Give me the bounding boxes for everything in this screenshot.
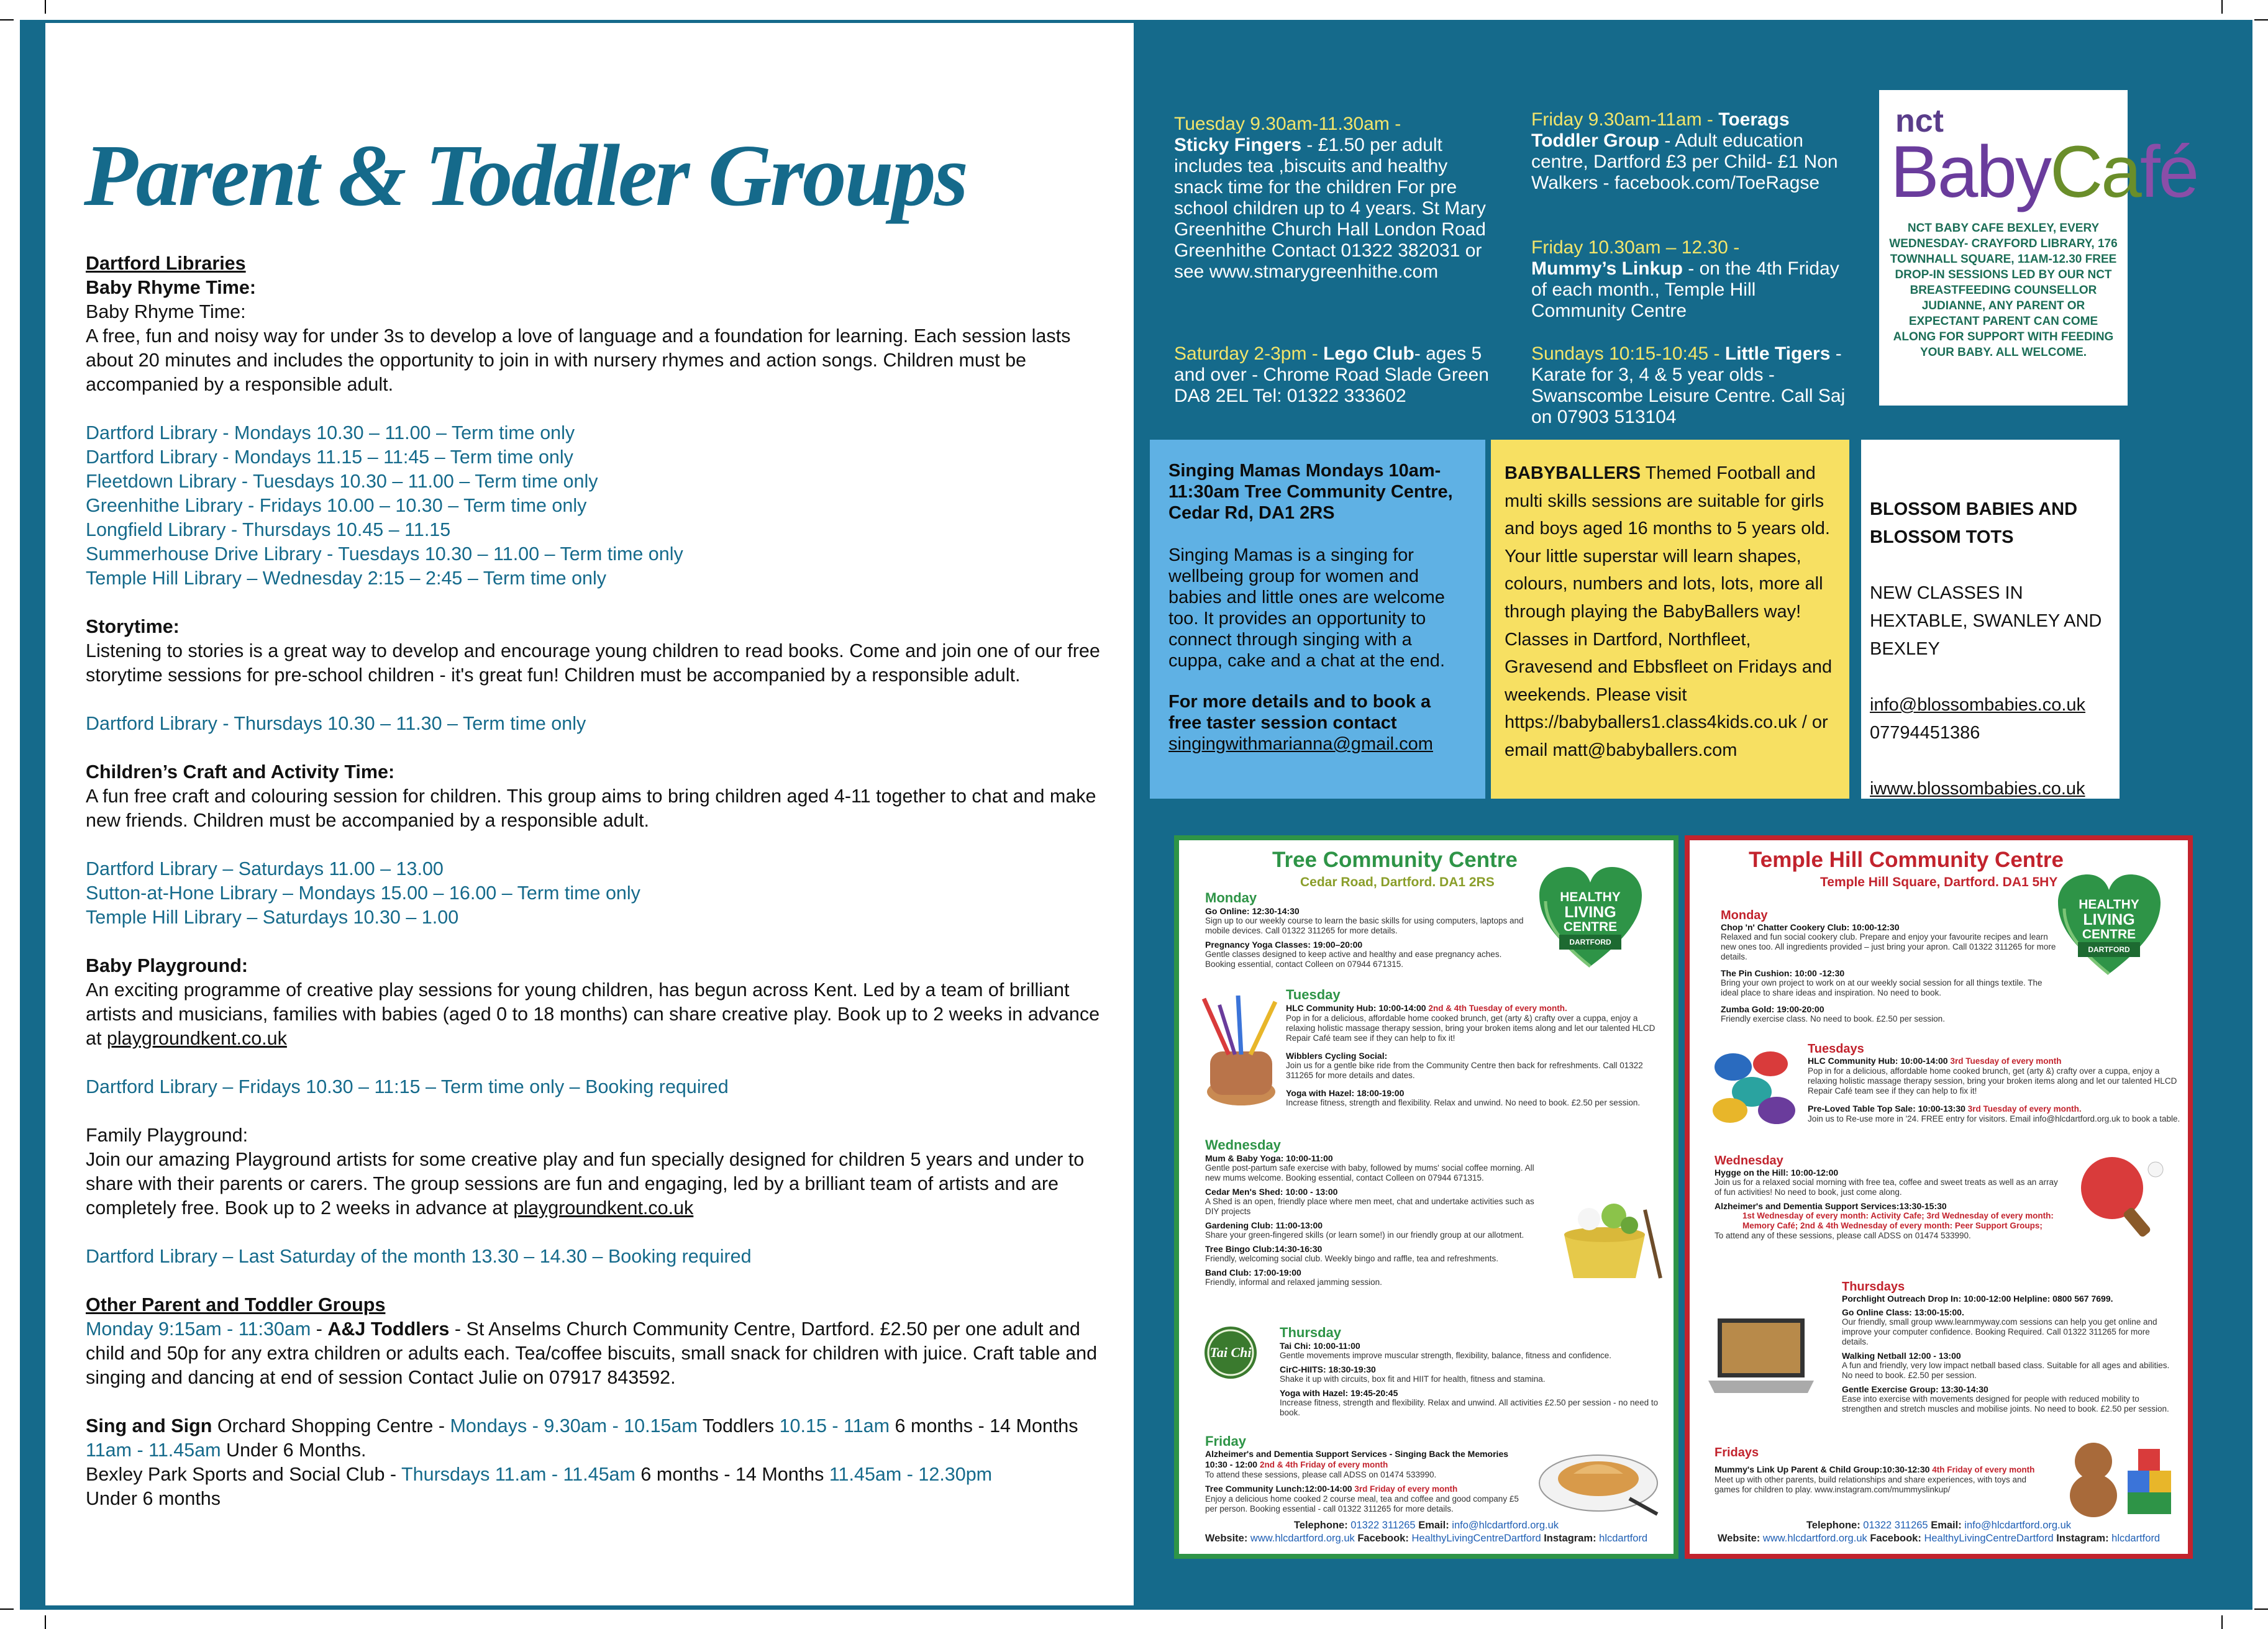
table-tennis-illustration (2069, 1151, 2168, 1238)
event-recurrence: 3rd Tuesday of every month (1950, 1056, 2062, 1066)
event-entry (1715, 1168, 2062, 1241)
family-heading: Family Playground: (86, 1125, 248, 1146)
day-monday: Monday (1721, 909, 1768, 922)
event-recurrence: 2nd & 4th Tuesday of every month. (1428, 1004, 1567, 1013)
family-description (86, 1148, 1104, 1220)
sticky-time: Tuesday 9.30am-11.30am - (1174, 114, 1401, 134)
event-recurrence: 3rd Tuesday of every month. (1967, 1104, 2082, 1114)
event-title: Wibblers Cycling Social: (1286, 1051, 1388, 1061)
singing-mamas-email[interactable]: singingwithmarianna@gmail.com (1168, 734, 1433, 754)
event-desc: Pop in for a delicious, affordable home cooked brunch, get (arty &) crafty over a cuppa, enjoy a relaxing holistic massage therapy session, bring your broken items along and let our talented HLCD Repair Café team see if they can help to fix it! (1808, 1066, 2177, 1096)
bexley-under6: Under 6 months (86, 1488, 221, 1509)
footer-label: Website: (1205, 1533, 1250, 1544)
day-monday: Monday (1205, 890, 1257, 905)
sing-label: Toddlers (697, 1415, 780, 1436)
crop-mark (2221, 1615, 2223, 1629)
footer-label: Instagram: (2053, 1533, 2112, 1544)
event-desc: Gentle post-partum safe exercise with baby, followed by mums' social coffee morning. All new mums welcome. Booking essential, contact Colleen on 07944 671315. (1205, 1163, 1534, 1182)
event-desc: Pop in for a delicious, affordable home cooked brunch, get (arty &) crafty over a cuppa, enjoy a relaxing holistic massage therapy session, bring your broken items along and let our talented HLCD Repair Café team see if they can help to fix it! (1286, 1014, 1655, 1043)
footer-instagram[interactable]: hlcdartford (2111, 1533, 2161, 1544)
event-title: Band Club: 17:00-19:00 (1205, 1268, 1301, 1277)
event-desc: Friendly exercise class. No need to book. £2.50 per session. (1721, 1014, 1945, 1023)
crop-mark (45, 1615, 46, 1629)
session-line: Fleetdown Library - Tuesdays 10.30 – 11.00 – Term time only (86, 471, 598, 492)
footer-label: Instagram: (1541, 1533, 1600, 1544)
lego-time: Saturday 2-3pm - (1174, 343, 1324, 364)
event-title: Yoga with Hazel: 19:45-20:45 (1280, 1388, 1398, 1398)
heart-text: LIVING (2083, 911, 2135, 928)
baby-cafe-logo (1890, 131, 2198, 213)
session-line: Dartford Library – Fridays 10.30 – 11:15 – Term time only – Booking required (86, 1076, 729, 1097)
crop-mark (2221, 0, 2223, 14)
event-desc: Join us for a gentle bike ride from the Community Centre then back for refreshments. Call 01322 311265 for more details and dates. (1286, 1061, 1643, 1080)
poster-title: Temple Hill Community Centre (1749, 848, 2064, 872)
event-entry (1205, 1449, 1522, 1514)
singing-mamas-cta: For more details and to book a free taster session contact (1168, 692, 1431, 733)
poster-title: Tree Community Centre (1272, 848, 1518, 872)
laptop-illustration (1702, 1312, 1820, 1405)
event-desc: To attend any of these sessions, please call ADSS on 01474 533990. (1715, 1231, 1971, 1240)
event-title: Gardening Club: 11:00-13:00 (1205, 1220, 1323, 1230)
toys-illustration (2059, 1433, 2184, 1520)
bexley-location: Bexley Park Sports and Social Club - (86, 1464, 402, 1485)
poster-footer (1690, 1519, 2188, 1545)
event-title: Mummy's Link Up Parent & Child Group:10:30-12:30 (1715, 1464, 1933, 1474)
babyballers-desc: Themed Football and multi skills sessions are suitable for girls and boys aged 16 months to 5 years old. Your little superstar will learn shapes, colours, numbers and lots, lots, more all through playing the BabyBallers way! Classes in Dartford, Northfleet, Gravesend and Ebbsfleet on Fridays and weekends. Please visit https://babyballers1.class4kids.co.uk / or email matt@babyballers.com (1505, 463, 1833, 760)
sing-label: 6 months - 14 Months (890, 1415, 1078, 1436)
event-title: Tree Community Lunch:12:00-14:00 (1205, 1484, 1355, 1494)
event-entry (1721, 922, 2056, 1024)
poster-footer (1179, 1519, 1674, 1545)
day-wednesday: Wednesday (1205, 1137, 1281, 1153)
event-entry (1286, 1003, 1659, 1108)
craft-heading: Children’s Craft and Activity Time: (86, 761, 395, 783)
toerags-time: Friday 9.30am-11am - (1531, 109, 1719, 130)
session-line: Summerhouse Drive Library - Tuesdays 10.30 – 11.00 – Term time only (86, 543, 683, 565)
lego-name: Lego Club (1323, 343, 1414, 364)
event-desc: Gentle classes designed to keep active and healthy and ease pregnancy aches. Booking essential, contact Colleen on 07944 671315. (1205, 950, 1502, 969)
bexley-time: 11.45am - 12.30pm (829, 1464, 993, 1485)
paint-brushes-illustration (1191, 992, 1291, 1110)
event-title: CirC-HIITS: 18:30-19:30 (1280, 1364, 1376, 1374)
sing-name: Sing and Sign (86, 1415, 212, 1436)
event-desc: Relaxed and fun social cookery club. Prepare and enjoy your favourite recipes and learn new ones too. All ingredients provided – just bring your apron. Call 01322 311265 for more details. (1721, 932, 2056, 961)
event-recurrence: 4th Friday of every month (1932, 1465, 2035, 1474)
playground-text: An exciting programme of creative play sessions for young children, has begun across Kent. Led by a team of brilliant artists and musicians, families with babies (aged 0 to 18 months) can share creative play. Book up to 2 weeks in advance at (86, 979, 1100, 1049)
event-desc: A fun and friendly, very low impact netball based class. Suitable for all ages and abilities. No need to book. £2.50 per session. (1842, 1361, 2170, 1380)
baby-rhyme-subheading: Baby Rhyme Time: (86, 301, 246, 322)
gardening-illustration (1552, 1191, 1664, 1284)
event-desc: Ease into exercise with movements designed for people with reduced mobility to strengthen and stretch muscles and mobilise joints. No need to book. £2.50 per session. (1842, 1394, 2169, 1413)
event-title: Gentle Exercise Group: 13:30-14:30 (1842, 1384, 1988, 1394)
toerags-name: Toerags Toddler Group (1531, 109, 1790, 151)
event-title: Alzheimer's and Dementia Support Services:13:30-15:30 (1715, 1201, 1947, 1211)
event-title: Tai Chi: 10:00-11:00 (1280, 1341, 1360, 1351)
footer-label: Telephone: (1293, 1520, 1351, 1531)
playground-description (86, 978, 1104, 1051)
other-groups-heading: Other Parent and Toddler Groups (86, 1294, 386, 1315)
logo-word: fé (2139, 131, 2198, 213)
logo-word: Baby (1890, 131, 2050, 213)
crop-mark (0, 19, 14, 20)
event-desc: Sign up to our weekly course to learn the basic skills for using computers, laptops and mobile devices. Call 01322 311265 for more details. (1205, 916, 1524, 935)
crop-mark (45, 0, 46, 14)
crop-mark (2254, 1609, 2268, 1610)
heart-logo-text (1559, 890, 1621, 950)
event-recurrence: 3rd Friday of every month (1354, 1484, 1458, 1494)
event-title: Alzheimer's and Dementia Support Services - Singing Back the Memories 10:30 - 12:00 (1205, 1449, 1509, 1469)
lego-desc: - ages 5 and over - Chrome Road Slade Green DA8 2EL Tel: 01322 333602 (1174, 343, 1489, 406)
footer-label: Email: (1928, 1520, 1965, 1531)
baby-cafe-text: NCT BABY CAFE BEXLEY, EVERY WEDNESDAY- CRAYFORD LIBRARY, 176 TOWNHALL SQUARE, 11AM-12.30 FREE DROP-IN SESSIONS LED BY OUR NCT BREASTFEEDING COUNSELLOR JUDIANNE, ANY PARENT OR EXPECTANT PARENT CAN COME ALONG FOR SUPPORT WITH FEEDING YOUR BABY. ALL WELCOME. (1889, 222, 2118, 359)
blossom-phone: 07794451386 (1870, 723, 1980, 743)
event-entry (1808, 1056, 2180, 1124)
event-desc: Our friendly, small group www.learnmyway.com sessions can help you get online and improve your computer confidence. Booking Required. Call 01322 311265 for more details. (1842, 1317, 2157, 1346)
day-thursdays: Thursdays (1842, 1280, 1905, 1294)
aj-time: Monday 9:15am - 11:30am (86, 1318, 311, 1340)
footer-email[interactable]: info@hlcdartford.org.uk (1452, 1520, 1559, 1531)
sticky-fingers-entry (1174, 114, 1491, 283)
event-title: Mum & Baby Yoga: 10:00-11:00 (1205, 1153, 1333, 1163)
heart-text: HEALTHY (1560, 890, 1621, 904)
logo-word: Ca (2049, 131, 2140, 213)
toerags-desc: - Adult education centre, Dartford £3 per Child- £1 Non Walkers - facebook.com/ToeRagse (1531, 130, 1838, 193)
linkup-desc: - on the 4th Friday of each month., Temple Hill Community Centre (1531, 258, 1839, 321)
event-entry (1842, 1294, 2177, 1414)
tigers-desc: - Karate for 3, 4 & 5 year olds - Swanscombe Leisure Centre. Call Saj on 07903 513104 (1531, 343, 1846, 427)
event-desc: Shake it up with circuits, box fit and HIIT for health, fitness and stamina. (1280, 1374, 1546, 1384)
event-desc: Join us to Re-use more in '24. FREE entry for visitors. Email info@hlcdartford.org.uk to book a table. (1808, 1114, 2180, 1123)
sticky-name: Sticky Fingers (1174, 135, 1302, 155)
event-title: HLC Community Hub: 10:00-14:00 (1286, 1003, 1429, 1013)
family-link[interactable]: playgroundkent.co.uk (513, 1197, 694, 1218)
bexley-time: Thursdays 11.am - 11.45am (401, 1464, 635, 1485)
event-entry (1715, 1464, 2050, 1495)
day-wednesday: Wednesday (1715, 1154, 1783, 1168)
footer-email[interactable]: info@hlcdartford.org.uk (1964, 1520, 2072, 1531)
aj-desc: - St Anselms Church Community Centre, Dartford. £2.50 per one adult and child and 50p for any extra children or adults each. Tea/coffee biscuits, small snack for children with juice. Craft table and singing and dancing at end of session Contact Julie on 07917 843592. (86, 1318, 1098, 1388)
event-title: Cedar Men's Shed: 10:00 - 13:00 (1205, 1187, 1338, 1197)
playground-heading: Baby Playground: (86, 955, 248, 976)
footer-facebook[interactable]: HealthyLivingCentreDartford (1924, 1533, 2054, 1544)
baby-cafe-panel (1879, 90, 2198, 406)
singing-mamas-desc: Singing Mamas is a singing for wellbeing group for women and babies and little ones are welcome too. It provides an opportunity to connect through singing with a cuppa, cake and a chat at the end. (1168, 545, 1445, 671)
sing-time: 10.15 - 11am (779, 1415, 890, 1436)
event-desc: Gentle movements improve muscular strength, flexibility, balance, fitness and confidence. (1280, 1351, 1612, 1360)
blossom-title: BLOSSOM BABIES AND BLOSSOM TOTS (1870, 499, 2078, 547)
session-line: Dartford Library - Mondays 10.30 – 11.00 – Term time only (86, 422, 575, 443)
event-desc: Bring your own project to work on at our weekly social session for all things textile. The ideal place to share ideas and inspiration. No need to book. (1721, 978, 2043, 997)
bexley-label: 6 months - 14 Months (635, 1464, 829, 1485)
sing-time: Mondays - 9.30am - 10.15am (450, 1415, 698, 1436)
sing-time: 11am - 11.45am (86, 1440, 221, 1461)
session-line: Sutton-at-Hone Library – Mondays 15.00 – 16.00 – Term time only (86, 883, 640, 904)
tai-chi-label: Tai Chi (1209, 1345, 1252, 1360)
session-line: Temple Hill Library – Wednesday 2:15 – 2:45 – Term time only (86, 568, 607, 589)
aj-toddlers-entry (86, 1317, 1104, 1390)
heart-text: DARTFORD (2078, 942, 2140, 957)
session-line: Greenhithe Library - Fridays 10.00 – 10.30 – Term time only (86, 495, 587, 516)
nct-logo: nct (1895, 103, 1944, 139)
event-recurrence: 1st Wednesday of every month: Activity Cafe; 3rd Wednesday of every month: Memory Café; 2nd & 4th Wednesday of every month: Peer Support Groups; (1742, 1211, 2054, 1230)
event-title: HLC Community Hub: 10:00-14:00 (1808, 1056, 1951, 1066)
event-desc: Friendly, welcoming social club. Weekly bingo and raffle, tea and refreshments. (1205, 1254, 1498, 1263)
babyballers-name: BABYBALLERS (1505, 463, 1641, 483)
heart-logo-text (2078, 897, 2140, 957)
footer-label: Facebook: (1867, 1533, 1924, 1544)
storytime-heading: Storytime: (86, 616, 180, 637)
event-title: Yoga with Hazel: 18:00-19:00 (1286, 1088, 1405, 1098)
sing-and-sign-entry (86, 1414, 1104, 1463)
event-desc: A Shed is an open, friendly place where men meet, chat and undertake activities such as DIY projects (1205, 1197, 1534, 1216)
linkup-time: Friday 10.30am – 12.30 - (1531, 237, 1740, 258)
session-line: Dartford Library - Thursdays 10.30 – 11.30 – Term time only (86, 713, 586, 734)
event-entry (1205, 1153, 1541, 1287)
bexley-entry (86, 1463, 1104, 1487)
event-title: Porchlight Outreach Drop In: 10:00-12:00 Helpline: 0800 567 7699. (1842, 1294, 2113, 1304)
event-title: Tree Bingo Club:14:30-16:30 (1205, 1244, 1323, 1254)
session-line: Temple Hill Library – Saturdays 10.30 – 1.00 (86, 907, 459, 928)
event-desc: Increase fitness, strength and flexibility. Relax and unwind. No need to book. £2.50 per session. (1286, 1098, 1641, 1107)
event-desc: Meet up with other parents, build relationships and share experiences, with toys and games for children to play. www.instagram.com/mummyslinkup/ (1715, 1475, 2027, 1494)
temple-hill-poster (1685, 835, 2193, 1559)
babyballers-box (1491, 440, 1849, 799)
session-line: Dartford Library - Mondays 11.15 – 11:45 – Term time only (86, 447, 573, 468)
session-line: Dartford Library – Last Saturday of the month 13.30 – 14.30 – Booking required (86, 1246, 752, 1267)
event-desc: Share your green-fingered skills (or learn some!) in our friendly group at our allotment. (1205, 1230, 1524, 1240)
footer-website[interactable]: www.hlcdartford.org.uk (1762, 1533, 1867, 1544)
footer-phone: 01322 311265 (1350, 1520, 1416, 1531)
singing-mamas-heading: Singing Mamas Mondays 10am- 11:30am Tree Community Centre, Cedar Rd, DA1 2RS (1168, 461, 1453, 523)
poster-address: Temple Hill Square, Dartford. DA1 5HY (1820, 875, 2058, 889)
mummys-linkup-entry (1531, 237, 1854, 322)
libraries-heading: Dartford Libraries (86, 253, 246, 274)
event-desc: Join us for a relaxed social morning with free tea, coffee and sweet treats as well as an array of fun activities! No need to book, just come along. (1715, 1178, 2058, 1197)
heart-text: HEALTHY (2079, 897, 2139, 912)
footer-label: Facebook: (1354, 1533, 1412, 1544)
event-title: Go Online: 12:30-14:30 (1205, 906, 1300, 916)
blossom-box (1861, 440, 2120, 799)
sticky-desc: - £1.50 per adult includes tea ,biscuits and healthy snack time for the children For pre school children up to 4 years. St Mary Greenhithe Church Hall London Road Greenhithe Contact 01322 382031 or see www.stmarygreenhithe.com (1174, 135, 1486, 282)
event-title: Zumba Gold: 19:00-20:00 (1721, 1004, 1824, 1014)
blossom-email[interactable]: info@blossombabies.co.uk (1870, 695, 2086, 715)
event-entry (1205, 906, 1528, 969)
footer-label: Telephone: (1806, 1520, 1864, 1531)
crop-mark (2254, 19, 2268, 20)
event-title: Hygge on the Hill: 10:00-12:00 (1715, 1168, 1839, 1178)
aj-name: A&J Toddlers (327, 1318, 450, 1340)
event-desc: Enjoy a delicious home cooked 2 course meal, tea and coffee and good company £5 per person. Booking essential - call 01322 311265 for more details. (1205, 1494, 1519, 1513)
event-recurrence: 2nd & 4th Friday of every month (1259, 1460, 1388, 1469)
crop-mark (0, 1609, 14, 1610)
footer-label: Website: (1717, 1533, 1763, 1544)
linkup-name: Mummy’s Linkup (1531, 258, 1683, 279)
tree-community-poster (1174, 835, 1678, 1559)
footer-label: Email: (1415, 1520, 1452, 1531)
baby-rhyme-description: A free, fun and noisy way for under 3s to develop a love of language and a foundation for learning. Each session lasts about 20 minutes and includes the opportunity to join in with nursery rhymes and action songs. Children must be accompanied by a responsible adult. (86, 325, 1071, 395)
aj-sep: - (311, 1318, 328, 1340)
day-friday: Friday (1205, 1433, 1247, 1449)
day-tuesdays: Tuesdays (1808, 1042, 1864, 1056)
event-title: Walking Netball 12:00 - 13:00 (1842, 1351, 1961, 1361)
day-fridays: Fridays (1715, 1446, 1759, 1459)
lego-club-entry (1174, 343, 1491, 407)
event-title: Pregnancy Yoga Classes: 19:00–20:00 (1205, 940, 1363, 950)
footer-facebook[interactable]: HealthyLivingCentreDartford (1411, 1533, 1541, 1544)
storytime-description: Listening to stories is a great way to develop and encourage young children to read books. Come and join one of our free storytime sessions for pre-school children - it's great fun! Children must be accompanied by a responsible adult. (86, 640, 1100, 686)
event-title: Pre-Loved Table Top Sale: 10:00-13:30 (1808, 1104, 1968, 1114)
tigers-time: Sundays 10:15-10:45 - (1531, 343, 1725, 364)
little-tigers-entry (1531, 343, 1854, 428)
heart-text: CENTRE (1563, 920, 1618, 934)
session-line: Dartford Library – Saturdays 11.00 – 13.00 (86, 858, 444, 879)
footer-instagram[interactable]: hlcdartford (1599, 1533, 1648, 1544)
sing-location: Orchard Shopping Centre - (212, 1415, 450, 1436)
footer-phone: 01322 311265 (1863, 1520, 1928, 1531)
blossom-website[interactable]: iwww.blossombabies.co.uk (1870, 779, 2085, 799)
event-title: The Pin Cushion: 10:00 -12:30 (1721, 968, 1845, 978)
footer-website[interactable]: www.hlcdartford.org.uk (1250, 1533, 1355, 1544)
event-title: Chop 'n' Chatter Cookery Club: 10:00-12:30 (1721, 922, 1900, 932)
poster-address: Cedar Road, Dartford. DA1 2RS (1300, 875, 1495, 889)
baby-rhyme-heading: Baby Rhyme Time: (86, 277, 257, 298)
heart-text: CENTRE (2082, 927, 2136, 942)
event-desc: To attend these sessions, please call ADSS on 01474 533990. (1205, 1470, 1437, 1479)
event-title: Go Online Class: 13:00-15:00. (1842, 1307, 1964, 1317)
event-entry (1280, 1341, 1659, 1418)
day-thursday: Thursday (1280, 1325, 1342, 1340)
family-text: Join our amazing Playground artists for some creative play and fun specially designed for children 5 years and under to share with their parents or carers. The group sessions are fun and engaging, led by a brilliant team of artists and are completely free. Book up to 2 weeks in advance at (86, 1149, 1085, 1218)
page-title: Parent & Toddler Groups (84, 126, 967, 224)
day-tuesday: Tuesday (1286, 987, 1341, 1002)
singing-mamas-box (1150, 440, 1485, 799)
heart-text: DARTFORD (1559, 935, 1621, 950)
session-line: Longfield Library - Thursdays 10.45 – 11.15 (86, 519, 451, 540)
tigers-name: Little Tigers (1724, 343, 1831, 364)
event-desc: Increase fitness, strength and flexibility. Relax and unwind. All activities £2.50 per session - no need to book. (1280, 1398, 1659, 1417)
sing-label: Under 6 Months. (221, 1440, 367, 1461)
toerags-entry (1531, 109, 1854, 194)
playground-link[interactable]: playgroundkent.co.uk (106, 1028, 287, 1049)
heart-text: LIVING (1564, 904, 1616, 921)
blossom-classes: NEW CLASSES IN HEXTABLE, SWANLEY AND BEXLEY (1870, 583, 2102, 659)
left-content (86, 252, 1104, 1511)
event-desc: Friendly, informal and relaxed jamming session. (1205, 1277, 1382, 1287)
craft-description: A fun free craft and colouring session for children. This group aims to bring children aged 4-11 together to chat and make new friends. Children must be accompanied by a responsible adult. (86, 786, 1096, 831)
painted-stones-illustration (1708, 1042, 1801, 1135)
pie-dish-illustration (1536, 1430, 1660, 1517)
